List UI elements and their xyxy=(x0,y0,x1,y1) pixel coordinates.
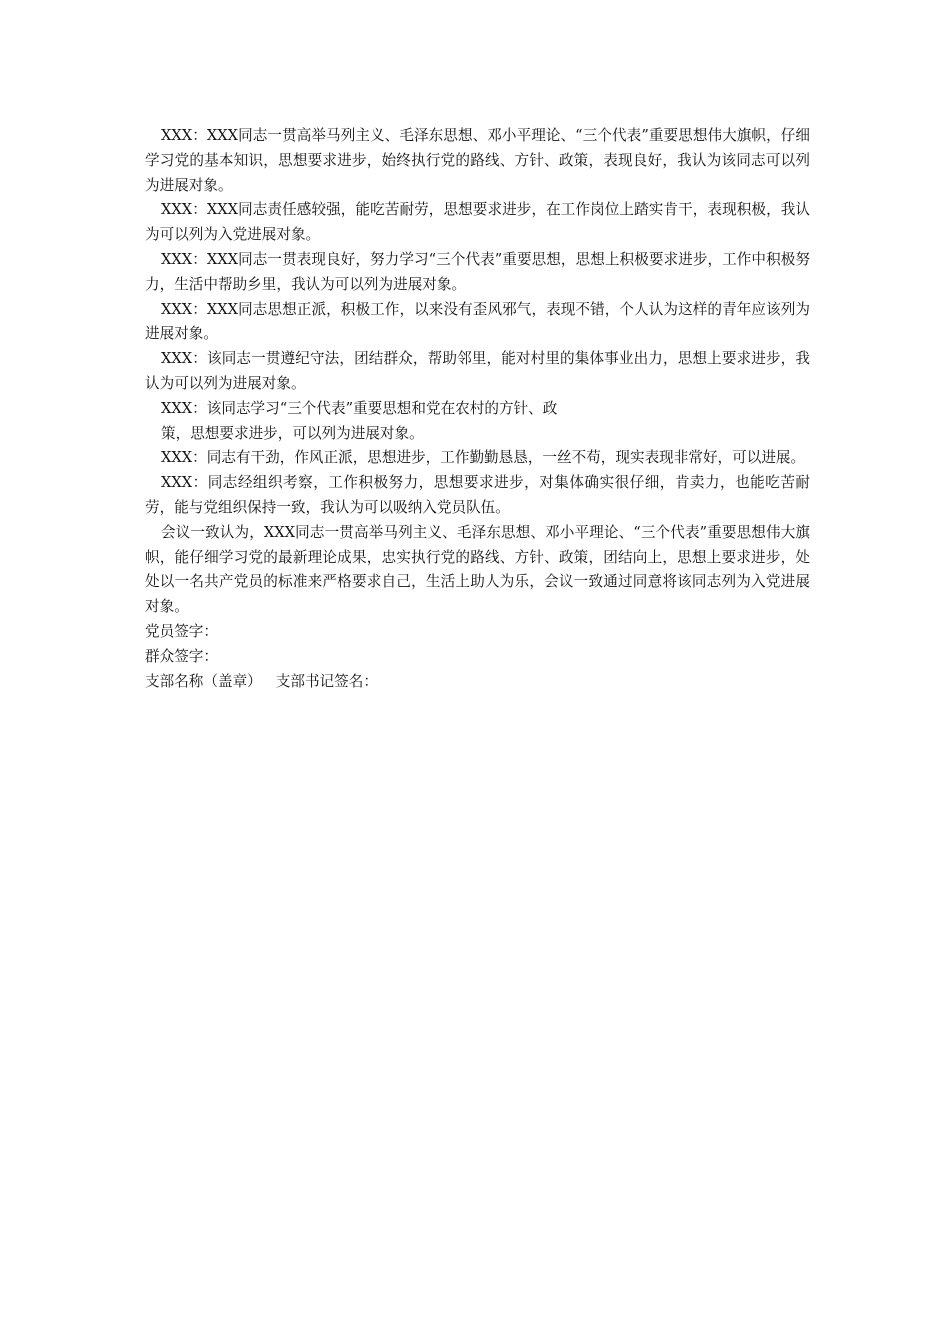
opinion-paragraph-4: XXX：XXX同志思想正派，积极工作，以来没有歪风邪气，表现不错，个人认为这样的青年应该列为进展对象。 xyxy=(145,300,810,343)
opinion-paragraph-1: XXX：XXX同志一贯高举马列主义、毛泽东思想、邓小平理论、“三个代表”重要思想伟大旗帜，仔细学习党的基本知识，思想要求进步，始终执行党的路线、方针、政策，表现良好，我认为该同志可以列为进展对象。 xyxy=(145,127,810,194)
party-member-signature-label: 党员签字： xyxy=(145,622,218,640)
opinion-paragraph-3: XXX：XXX同志一贯表现良好，努力学习“三个代表”重要思想，思想上积极要求进步，工作中积极努力，生活中帮助乡里，我认为可以列为进展对象。 xyxy=(145,250,810,293)
opinion-paragraph-6-line-2: 策，思想要求进步，可以列为进展对象。 xyxy=(161,424,424,442)
meeting-conclusion-paragraph: 会议一致认为，XXX同志一贯高举马列主义、毛泽东思想、邓小平理论、“三个代表”重要思想伟大旗帜，能仔细学习党的最新理论成果，忠实执行党的路线、方针、政策，团结向上，思想上要求进步，处处以一名共产党员的标准来严格要求自己，生活上助人为乐，会议一致通过同意将该同志列为入党进展对象。 xyxy=(145,523,810,616)
opinion-paragraph-7: XXX：同志有干劲，作风正派，思想进步，工作勤勤恳恳，一丝不苟，现实表现非常好，可以进展。 xyxy=(161,449,806,467)
opinion-paragraph-5: XXX：该同志一贯遵纪守法，团结群众，帮助邻里，能对村里的集体事业出力，思想上要求进步，我认为可以列为进展对象。 xyxy=(145,350,810,392)
opinion-paragraph-6-line-1: XXX：该同志学习“三个代表”重要思想和党在农村的方针、政 xyxy=(161,399,558,417)
masses-signature-label: 群众签字： xyxy=(145,647,218,665)
branch-signature-row xyxy=(145,670,810,695)
branch-secretary-signature-label: 支部书记签名： xyxy=(275,672,378,690)
document-body xyxy=(145,124,810,694)
opinion-paragraph-2: XXX：XXX同志责任感较强，能吃苦耐劳，思想要求进步，在工作岗位上踏实肯干，表现积极，我认为可以列为入党进展对象。 xyxy=(145,201,810,244)
opinion-paragraph-8: XXX：同志经组织考察，工作积极努力，思想要求进步，对集体确实很仔细，肯卖力，也能吃苦耐劳，能与党组织保持一致，我认为可以吸纳入党员队伍。 xyxy=(145,474,810,516)
branch-name-seal-label: 支部名称（盖章） xyxy=(145,672,262,690)
